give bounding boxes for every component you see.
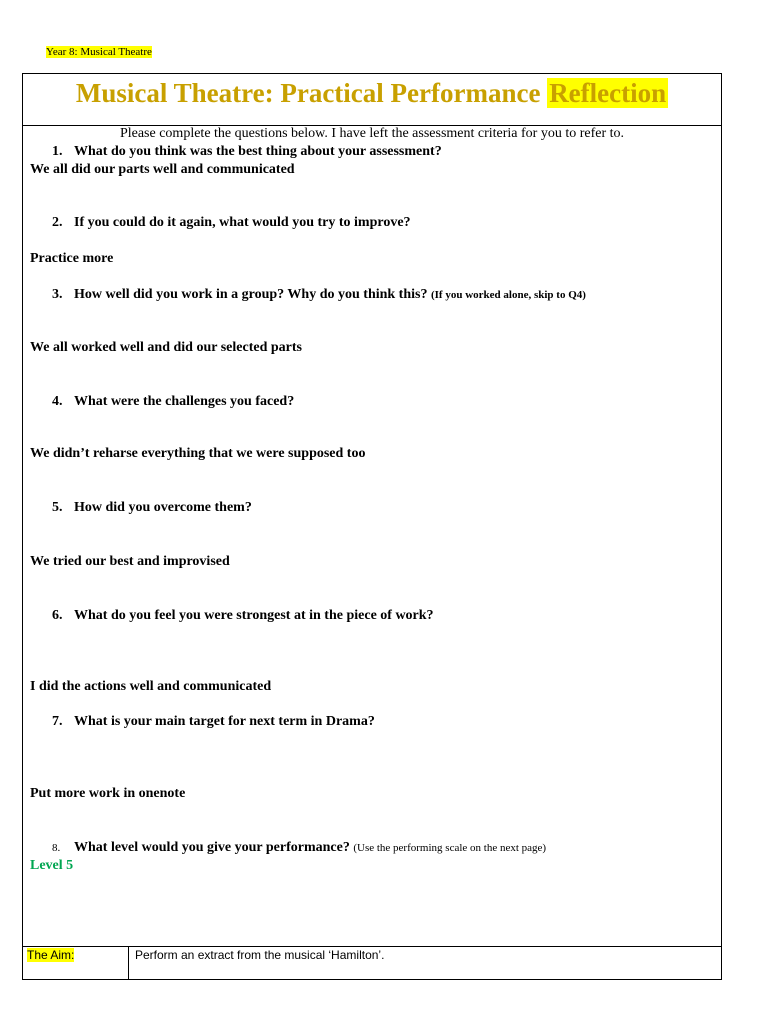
question-number: 6. [52,608,63,623]
question-6 [52,608,434,624]
aim-row [23,946,721,980]
question-8 [52,840,546,856]
question-note: (If you worked alone, skip to Q4) [430,289,586,301]
question-4 [52,394,294,410]
question-number: 8. [52,842,61,854]
question-number: 3. [52,287,63,302]
answer-1: We all did our parts well and communicated [30,162,295,177]
title-main: Musical Theatre: Practical Performance [75,78,541,108]
page-title [76,76,668,110]
question-text: How did you overcome them? [74,500,252,515]
question-text: What is your main target for next term in Drama? [74,714,375,729]
question-number: 5. [52,500,63,515]
answer-2: Practice more [30,251,114,266]
question-5 [52,500,252,516]
answer-8: Level 5 [30,858,74,873]
question-7 [52,714,375,730]
question-1 [52,144,442,160]
reflection-sheet [22,73,722,980]
aim-label-cell [23,947,129,980]
answer-5: We tried our best and improvised [30,554,230,569]
question-number: 2. [52,215,63,230]
question-text: How well did you work in a group? Why do you think this? [74,287,428,302]
question-text: What do you feel you were strongest at in the piece of work? [74,608,434,623]
question-text: What were the challenges you faced? [74,394,295,409]
question-number: 7. [52,714,63,729]
title-row [23,74,721,126]
intro-text: Please complete the questions below. I have left the assessment criteria for you to refer to. [119,126,625,141]
aim-text: Perform an extract from the musical ‘Hamilton’. [135,948,385,962]
answer-7: Put more work in onenote [30,786,186,801]
answer-6: I did the actions well and communicated [30,679,272,694]
answer-3: We all worked well and did our selected parts [30,340,302,355]
question-number: 4. [52,394,63,409]
question-text: What level would you give your performance? [74,840,350,855]
question-text: What do you think was the best thing about your assessment? [74,144,442,159]
question-3 [52,287,586,303]
year-label: Year 8: Musical Theatre [46,46,152,58]
page-header [46,46,152,58]
title-highlight: Reflection [549,78,667,108]
question-number: 1. [52,144,63,159]
question-note: (Use the performing scale on the next page) [353,842,547,854]
answer-4: We didn’t reharse everything that we were supposed too [30,446,366,461]
aim-label: The Aim: [27,948,75,962]
question-2 [52,215,411,231]
question-text: If you could do it again, what would you try to improve? [74,215,411,230]
